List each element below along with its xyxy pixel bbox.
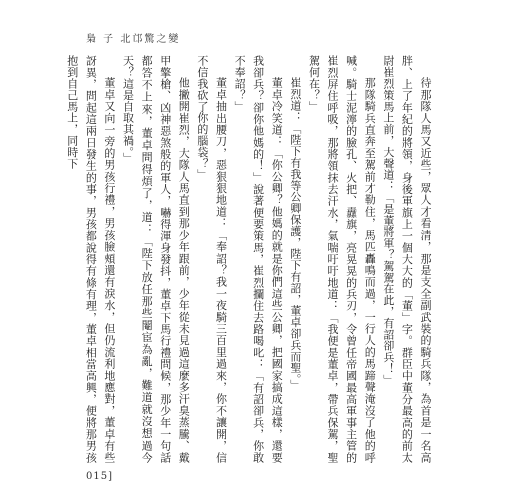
paragraph: 董卓又向一旁的男孩行禮，男孩臉頰還有淚水，但仍流利地應對，董卓有些訝異，問起這兩日發生的事，男孩都說得有條有理，董卓相當高興，便將那男孩抱到自己馬上，同時下 — [65, 55, 116, 463]
page-number: 015] — [86, 471, 113, 482]
paragraph: 董卓冷笑道：「你公卿？他媽的就是你們這些公卿，把國家搞成這樣，還要我卻兵？卻你他媽的！」說著便要策馬，崔烈攔住去路喝叱：「有詔卻兵，你敢不奉詔？」 — [233, 55, 284, 463]
body-text — [62, 55, 434, 463]
paragraph: 崔烈道：「陛下有我等公卿保護，陛下有詔，董卓卻兵而聖。」 — [288, 77, 302, 391]
paragraph: 他撇開崔烈，大隊人馬直到那少年跟前，少年從未見過這麼多汗臭蒸騰、戴甲擎槍、凶神惡煞般的軍人，嚇得渾身發抖，董卓下馬行禮問候，那少年一句話都答不上來，董卓問得煩了，道：「陛下放任那些閹宦為亂，難道就沒想過今天？這是自取其禍。」 — [121, 55, 191, 463]
paragraph: 董卓抽出腰刀，惡狠狠地道：「奉詔？我一夜騎三百里過來，你不讓開，信不信我砍了你的腦袋？」 — [195, 55, 228, 463]
paragraph: 待那隊人馬又近些，眾人才看清，那是支全副武裝的騎兵隊，為首是一名高胖、上了年紀的將領，身後軍旗上一個大大的「董」字。群臣中董分最高的前太尉崔烈策馬上前，大聲道：「是董將軍？駕駕在此，有詔卻兵！」 — [381, 55, 432, 463]
paragraph: 那隊騎兵直奔至駕前才勒住，馬匹轟鳴而過，一行人的馬蹄聲淹沒了他的呼喊。騎士泥濘的臉孔、火把、纛旗，亮晃晃的兵刃，令曾任帝國最高軍事主管的崔烈屏住呼吸，那將領抹去汗水，氣喘吁吁地道：「我便是董卓，帶兵保駕，聖駕何在？」 — [307, 55, 377, 463]
running-head: 梟 子 北邙驚之變 — [86, 34, 181, 45]
